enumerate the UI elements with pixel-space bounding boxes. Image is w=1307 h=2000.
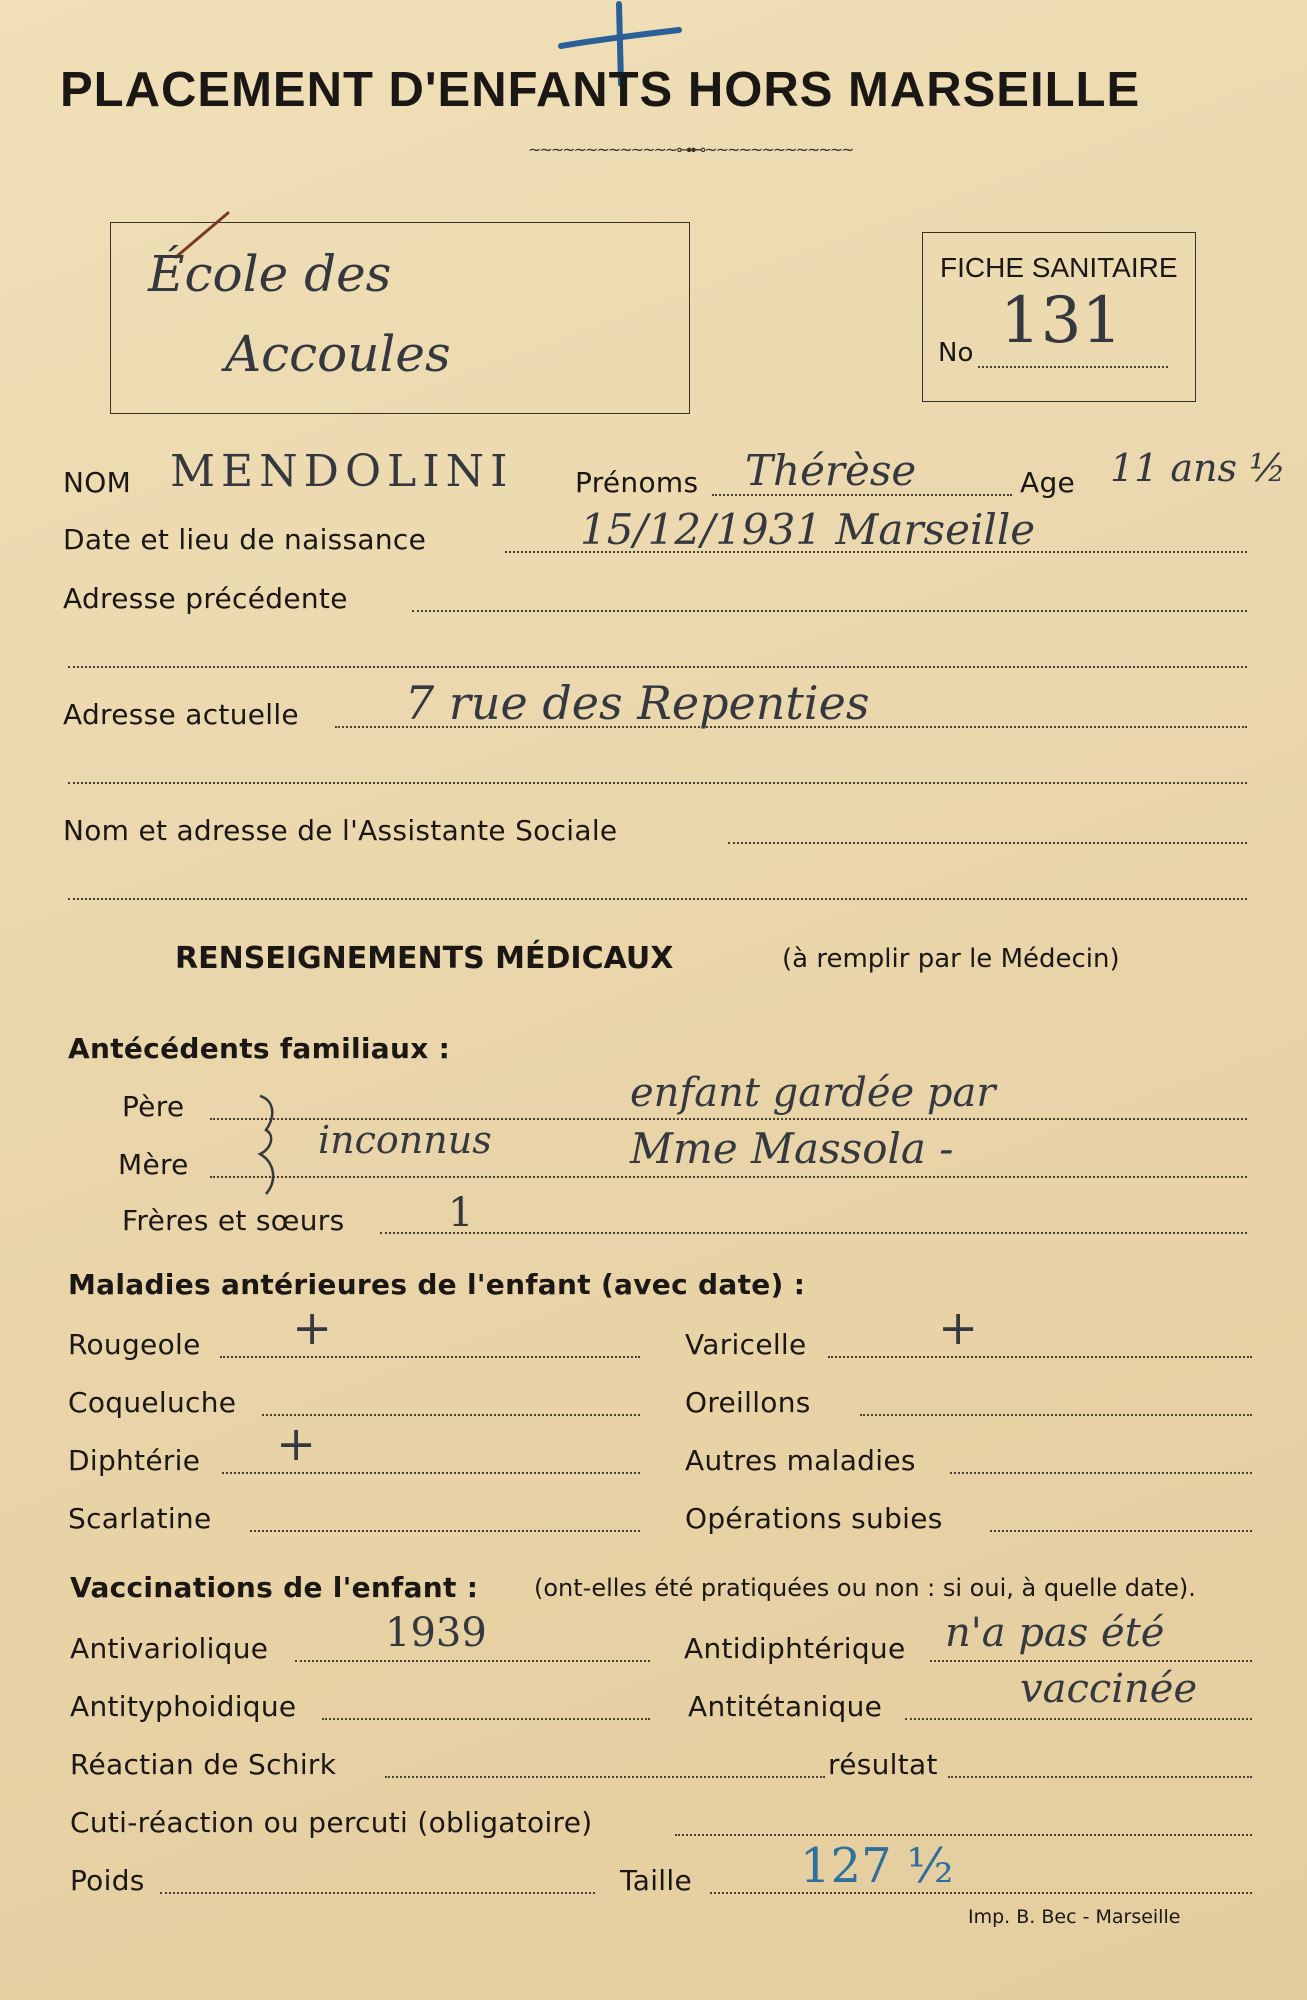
- antidiphterique-line: [930, 1660, 1252, 1662]
- varicelle-label: Varicelle: [685, 1328, 807, 1361]
- garde-value-line1: enfant gardée par: [630, 1070, 996, 1116]
- freres-line: [380, 1232, 1247, 1234]
- oreillons-label: Oreillons: [685, 1386, 811, 1419]
- age-label: Age: [1020, 466, 1076, 499]
- diphterie-line: [222, 1472, 640, 1474]
- antivariolique-value: 1939: [385, 1610, 487, 1656]
- schirk-label: Réactian de Schirk: [70, 1748, 337, 1781]
- fiche-number-line: [978, 366, 1168, 368]
- parents-value: inconnus: [318, 1118, 492, 1162]
- poids-label: Poids: [70, 1864, 145, 1897]
- medical-heading: RENSEIGNEMENTS MÉDICAUX: [175, 941, 674, 976]
- prenoms-value: Thérèse: [745, 446, 917, 495]
- scarlatine-line: [250, 1530, 640, 1532]
- naissance-value: 15/12/1931 Marseille: [580, 505, 1036, 554]
- coqueluche-line: [262, 1414, 640, 1416]
- cuti-line: [675, 1834, 1252, 1836]
- rougeole-label: Rougeole: [68, 1328, 201, 1361]
- taille-line: [710, 1892, 1252, 1894]
- schirk-line: [385, 1776, 825, 1778]
- poids-line: [160, 1892, 595, 1894]
- autres-maladies-label: Autres maladies: [685, 1444, 916, 1477]
- medical-heading-note: (à remplir par le Médecin): [782, 944, 1120, 974]
- freres-label: Frères et sœurs: [122, 1204, 345, 1237]
- fiche-sanitaire-label: FICHE SANITAIRE: [940, 252, 1178, 283]
- scarlatine-label: Scarlatine: [68, 1502, 212, 1535]
- vaccinations-note: (ont-elles été pratiquées ou non : si oui, à quelle date).: [534, 1574, 1196, 1602]
- resultat-label: résultat: [828, 1748, 938, 1781]
- operations-label: Opérations subies: [685, 1502, 943, 1535]
- assistante-sociale-line-2: [68, 898, 1247, 900]
- cuti-label: Cuti-réaction ou percuti (obligatoire): [70, 1806, 593, 1839]
- antityphoidique-label: Antityphoidique: [70, 1690, 297, 1723]
- taille-label: Taille: [620, 1864, 692, 1897]
- fiche-number-value: 131: [1000, 284, 1123, 358]
- school-name-line1: École des: [148, 245, 392, 303]
- antecedents-label: Antécédents familiaux :: [68, 1032, 451, 1065]
- adresse-actuelle-value: 7 rue des Repenties: [405, 676, 870, 730]
- oreillons-line: [860, 1414, 1252, 1416]
- antidiphterique-value: n'a pas été: [945, 1610, 1165, 1656]
- freres-value: 1: [448, 1190, 474, 1236]
- vaccinations-label: Vaccinations de l'enfant :: [70, 1571, 479, 1604]
- rougeole-value: +: [292, 1300, 333, 1356]
- antivariolique-line: [295, 1660, 650, 1662]
- maladies-label: Maladies antérieures de l'enfant (avec date) :: [68, 1268, 806, 1301]
- antidiphterique-label: Antidiphtérique: [684, 1632, 906, 1665]
- antivariolique-label: Antivariolique: [70, 1632, 269, 1665]
- adresse-actuelle-label: Adresse actuelle: [63, 698, 299, 731]
- adresse-precedente-label: Adresse précédente: [63, 582, 348, 615]
- autres-maladies-line: [950, 1472, 1252, 1474]
- adresse-precedente-line: [412, 610, 1247, 612]
- mere-label: Mère: [118, 1148, 189, 1181]
- diphterie-value: +: [276, 1416, 317, 1472]
- age-value: 11 ans ½: [1110, 446, 1286, 490]
- printer-credit: Imp. B. Bec - Marseille: [968, 1906, 1181, 1928]
- resultat-line: [948, 1776, 1252, 1778]
- parents-brace: [252, 1090, 292, 1200]
- naissance-label: Date et lieu de naissance: [63, 523, 427, 556]
- varicelle-line: [828, 1356, 1252, 1358]
- coqueluche-label: Coqueluche: [68, 1386, 237, 1419]
- rougeole-line: [220, 1356, 640, 1358]
- title-ornament: ~~~~~~~~~~~~~⊶⊷~~~~~~~~~~~~~: [528, 140, 853, 159]
- antityphoidique-line: [322, 1718, 650, 1720]
- garde-value-line2: Mme Massola -: [630, 1124, 954, 1173]
- operations-line: [990, 1530, 1252, 1532]
- diphterie-label: Diphtérie: [68, 1444, 201, 1477]
- adresse-actuelle-line-2: [68, 782, 1247, 784]
- assistante-sociale-label: Nom et adresse de l'Assistante Sociale: [63, 814, 618, 847]
- antitetanique-value: vaccinée: [1020, 1666, 1198, 1712]
- school-name-line2: Accoules: [225, 325, 451, 383]
- assistante-sociale-line: [728, 842, 1247, 844]
- antitetanique-line: [905, 1718, 1252, 1720]
- nom-value: MENDOLINI: [170, 446, 514, 497]
- adresse-precedente-line-2: [68, 666, 1247, 668]
- antitetanique-label: Antitétanique: [688, 1690, 883, 1723]
- varicelle-value: +: [938, 1300, 979, 1356]
- form-title: PLACEMENT D'ENFANTS HORS MARSEILLE: [60, 63, 1141, 117]
- prenoms-label: Prénoms: [575, 466, 699, 499]
- taille-value: 127 ½: [800, 1838, 954, 1894]
- nom-label: NOM: [63, 466, 132, 499]
- fiche-number-label: No: [938, 338, 974, 368]
- mere-line: [210, 1176, 1247, 1178]
- pere-label: Père: [122, 1090, 185, 1123]
